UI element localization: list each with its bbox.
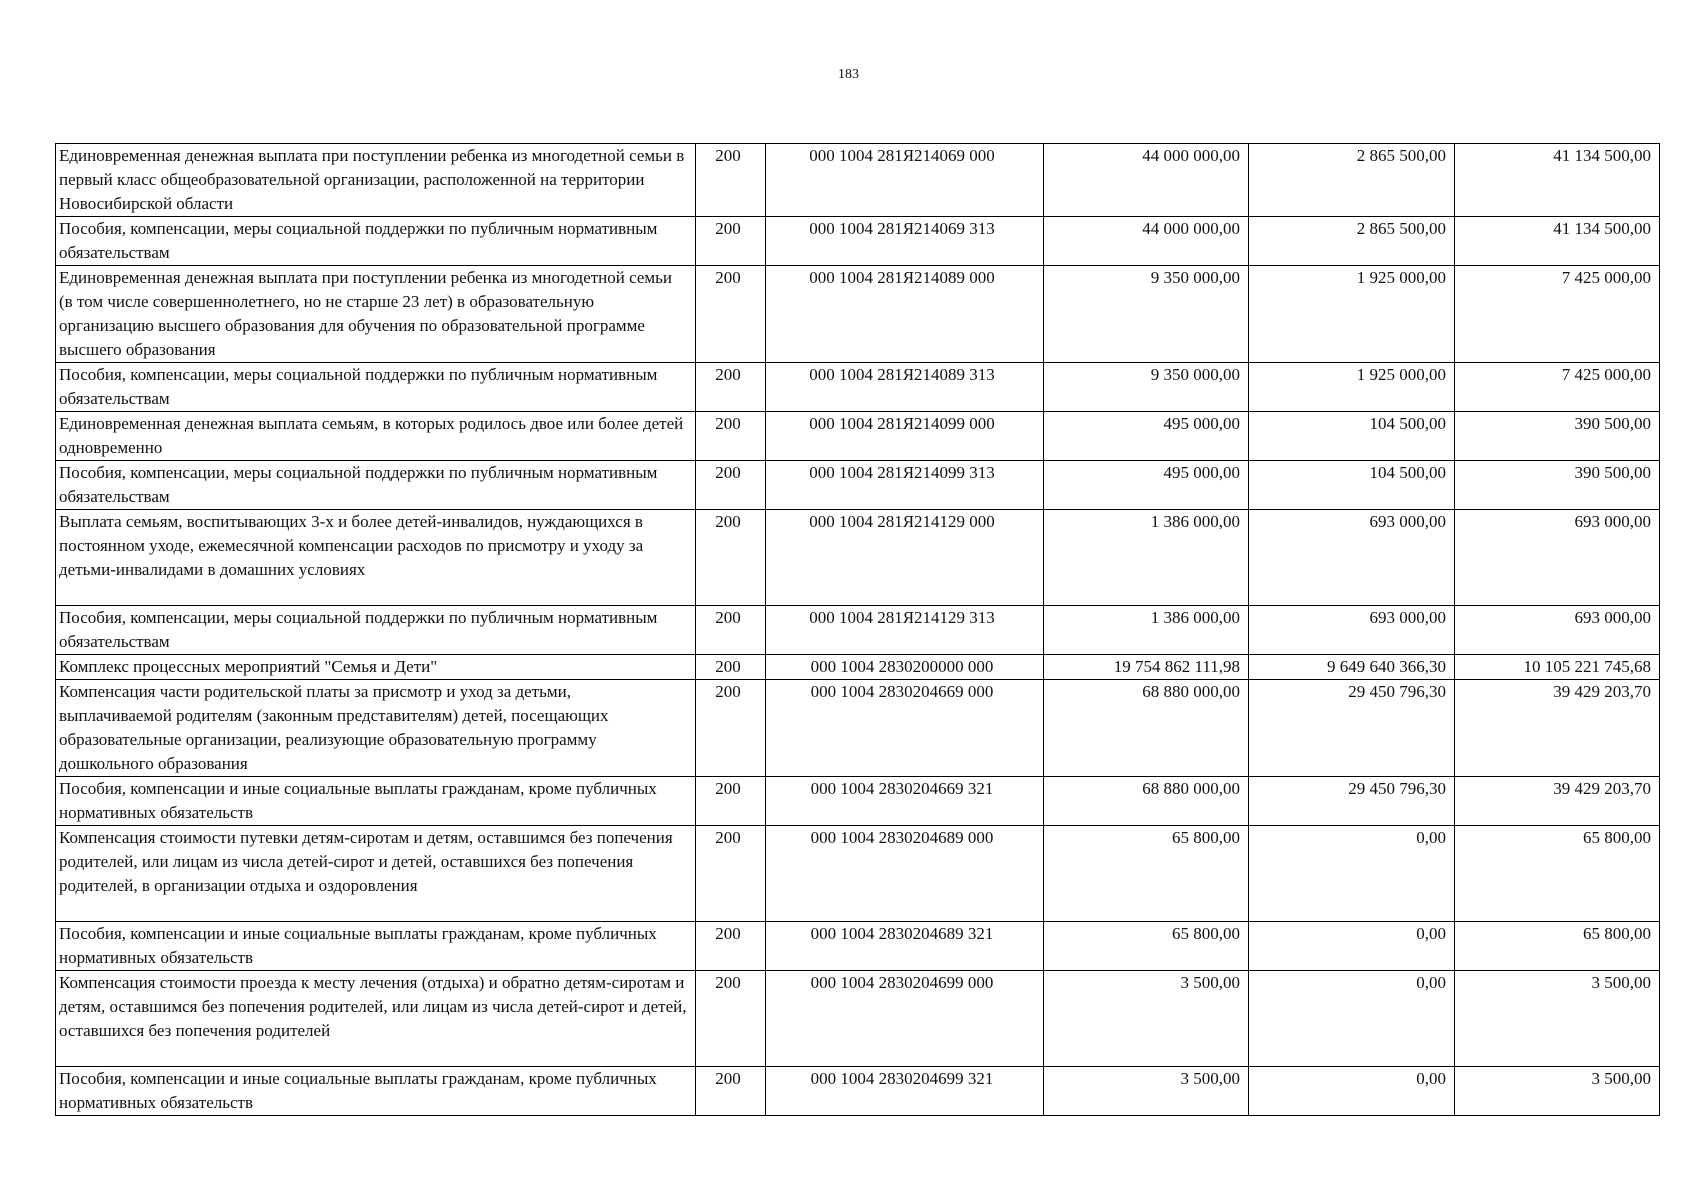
row-approved-amount: 65 800,00 — [1044, 922, 1249, 971]
row-approved-amount: 1 386 000,00 — [1044, 606, 1249, 655]
row-remaining-amount: 39 429 203,70 — [1455, 777, 1660, 826]
row-executed-amount: 0,00 — [1249, 826, 1455, 922]
budget-table — [55, 143, 1660, 1116]
row-name: Пособия, компенсации и иные социальные выплаты гражданам, кроме публичных нормативных обязательств — [56, 922, 696, 971]
row-classification-code: 000 1004 281Я214089 000 — [766, 266, 1044, 363]
row-remaining-amount: 39 429 203,70 — [1455, 680, 1660, 777]
row-remaining-amount: 65 800,00 — [1455, 826, 1660, 922]
table-row — [56, 655, 1660, 680]
row-approved-amount: 9 350 000,00 — [1044, 266, 1249, 363]
row-admin-code: 200 — [696, 144, 766, 217]
table-row — [56, 510, 1660, 606]
table-row — [56, 363, 1660, 412]
row-classification-code: 000 1004 281Я214129 000 — [766, 510, 1044, 606]
table-row — [56, 606, 1660, 655]
row-approved-amount: 1 386 000,00 — [1044, 510, 1249, 606]
table-row — [56, 144, 1660, 217]
row-remaining-amount: 65 800,00 — [1455, 922, 1660, 971]
table-row — [56, 826, 1660, 922]
row-approved-amount: 19 754 862 111,98 — [1044, 655, 1249, 680]
row-admin-code: 200 — [696, 606, 766, 655]
row-name: Пособия, компенсации и иные социальные выплаты гражданам, кроме публичных нормативных обязательств — [56, 777, 696, 826]
row-classification-code: 000 1004 281Я214129 313 — [766, 606, 1044, 655]
row-classification-code: 000 1004 281Я214069 000 — [766, 144, 1044, 217]
row-executed-amount: 693 000,00 — [1249, 510, 1455, 606]
row-admin-code: 200 — [696, 971, 766, 1067]
row-remaining-amount: 10 105 221 745,68 — [1455, 655, 1660, 680]
table-row — [56, 1067, 1660, 1116]
row-approved-amount: 495 000,00 — [1044, 461, 1249, 510]
row-classification-code: 000 1004 2830204699 000 — [766, 971, 1044, 1067]
row-admin-code: 200 — [696, 461, 766, 510]
row-name: Единовременная денежная выплата при поступлении ребенка из многодетной семьи (в том числе совершеннолетнего, но не старше 23 лет) в образовательную организацию высшего образования для обучения по образовательной программе высшего образования — [56, 266, 696, 363]
row-classification-code: 000 1004 281Я214099 000 — [766, 412, 1044, 461]
row-classification-code: 000 1004 2830204689 321 — [766, 922, 1044, 971]
row-approved-amount: 65 800,00 — [1044, 826, 1249, 922]
row-remaining-amount: 7 425 000,00 — [1455, 363, 1660, 412]
row-name: Компенсация стоимости проезда к месту лечения (отдыха) и обратно детям-сиротам и детям, оставшимся без попечения родителей, или лицам из числа детей-сирот и детей, оставшихся без попечения родителей — [56, 971, 696, 1067]
row-name: Пособия, компенсации, меры социальной поддержки по публичным нормативным обязательствам — [56, 461, 696, 510]
row-name: Выплата семьям, воспитывающих 3-х и более детей-инвалидов, нуждающихся в постоянном уходе, ежемесячной компенсации расходов по присмотру и уходу за детьми-инвалидами в домашних условиях — [56, 510, 696, 606]
table-row — [56, 777, 1660, 826]
row-name: Пособия, компенсации, меры социальной поддержки по публичным нормативным обязательствам — [56, 606, 696, 655]
row-approved-amount: 44 000 000,00 — [1044, 217, 1249, 266]
row-executed-amount: 9 649 640 366,30 — [1249, 655, 1455, 680]
row-admin-code: 200 — [696, 510, 766, 606]
row-admin-code: 200 — [696, 217, 766, 266]
table-body — [56, 144, 1660, 1116]
row-admin-code: 200 — [696, 266, 766, 363]
row-remaining-amount: 390 500,00 — [1455, 412, 1660, 461]
table-row — [56, 217, 1660, 266]
row-name: Компенсация части родительской платы за присмотр и уход за детьми, выплачиваемой родителям (законным представителям) детей, посещающих образовательные организации, реализующие образовательную программу дошкольного образования — [56, 680, 696, 777]
row-admin-code: 200 — [696, 1067, 766, 1116]
row-executed-amount: 1 925 000,00 — [1249, 363, 1455, 412]
row-admin-code: 200 — [696, 922, 766, 971]
row-approved-amount: 495 000,00 — [1044, 412, 1249, 461]
table-row — [56, 922, 1660, 971]
row-executed-amount: 0,00 — [1249, 922, 1455, 971]
table-row — [56, 680, 1660, 777]
row-executed-amount: 29 450 796,30 — [1249, 777, 1455, 826]
row-classification-code: 000 1004 281Я214069 313 — [766, 217, 1044, 266]
row-name: Компенсация стоимости путевки детям-сиротам и детям, оставшимся без попечения родителей, или лицам из числа детей-сирот и детей, оставшихся без попечения родителей, в организации отдыха и оздоровления — [56, 826, 696, 922]
row-admin-code: 200 — [696, 777, 766, 826]
row-approved-amount: 3 500,00 — [1044, 1067, 1249, 1116]
row-executed-amount: 104 500,00 — [1249, 412, 1455, 461]
row-name: Комплекс процессных мероприятий "Семья и Дети" — [56, 655, 696, 680]
row-classification-code: 000 1004 2830204699 321 — [766, 1067, 1044, 1116]
row-name: Единовременная денежная выплата семьям, в которых родилось двое или более детей одновременно — [56, 412, 696, 461]
table-row — [56, 971, 1660, 1067]
row-remaining-amount: 41 134 500,00 — [1455, 217, 1660, 266]
row-executed-amount: 0,00 — [1249, 1067, 1455, 1116]
row-remaining-amount: 3 500,00 — [1455, 971, 1660, 1067]
row-remaining-amount: 693 000,00 — [1455, 510, 1660, 606]
row-approved-amount: 68 880 000,00 — [1044, 680, 1249, 777]
row-admin-code: 200 — [696, 826, 766, 922]
row-remaining-amount: 3 500,00 — [1455, 1067, 1660, 1116]
row-executed-amount: 693 000,00 — [1249, 606, 1455, 655]
row-approved-amount: 44 000 000,00 — [1044, 144, 1249, 217]
row-executed-amount: 1 925 000,00 — [1249, 266, 1455, 363]
row-executed-amount: 2 865 500,00 — [1249, 144, 1455, 217]
row-approved-amount: 9 350 000,00 — [1044, 363, 1249, 412]
page-number: 183 — [838, 67, 859, 82]
row-classification-code: 000 1004 281Я214089 313 — [766, 363, 1044, 412]
row-admin-code: 200 — [696, 363, 766, 412]
table-row — [56, 412, 1660, 461]
row-executed-amount: 29 450 796,30 — [1249, 680, 1455, 777]
table-row — [56, 461, 1660, 510]
row-classification-code: 000 1004 2830204669 000 — [766, 680, 1044, 777]
row-classification-code: 000 1004 2830200000 000 — [766, 655, 1044, 680]
row-remaining-amount: 7 425 000,00 — [1455, 266, 1660, 363]
row-executed-amount: 0,00 — [1249, 971, 1455, 1067]
row-admin-code: 200 — [696, 680, 766, 777]
row-admin-code: 200 — [696, 412, 766, 461]
row-name: Пособия, компенсации, меры социальной поддержки по публичным нормативным обязательствам — [56, 363, 696, 412]
row-name: Пособия, компенсации и иные социальные выплаты гражданам, кроме публичных нормативных обязательств — [56, 1067, 696, 1116]
row-admin-code: 200 — [696, 655, 766, 680]
row-name: Единовременная денежная выплата при поступлении ребенка из многодетной семьи в первый класс общеобразовательной организации, расположенной на территории Новосибирской области — [56, 144, 696, 217]
row-remaining-amount: 41 134 500,00 — [1455, 144, 1660, 217]
row-name: Пособия, компенсации, меры социальной поддержки по публичным нормативным обязательствам — [56, 217, 696, 266]
row-executed-amount: 104 500,00 — [1249, 461, 1455, 510]
row-executed-amount: 2 865 500,00 — [1249, 217, 1455, 266]
row-remaining-amount: 390 500,00 — [1455, 461, 1660, 510]
table-row — [56, 266, 1660, 363]
row-approved-amount: 3 500,00 — [1044, 971, 1249, 1067]
row-approved-amount: 68 880 000,00 — [1044, 777, 1249, 826]
row-classification-code: 000 1004 2830204669 321 — [766, 777, 1044, 826]
row-classification-code: 000 1004 281Я214099 313 — [766, 461, 1044, 510]
row-remaining-amount: 693 000,00 — [1455, 606, 1660, 655]
row-classification-code: 000 1004 2830204689 000 — [766, 826, 1044, 922]
